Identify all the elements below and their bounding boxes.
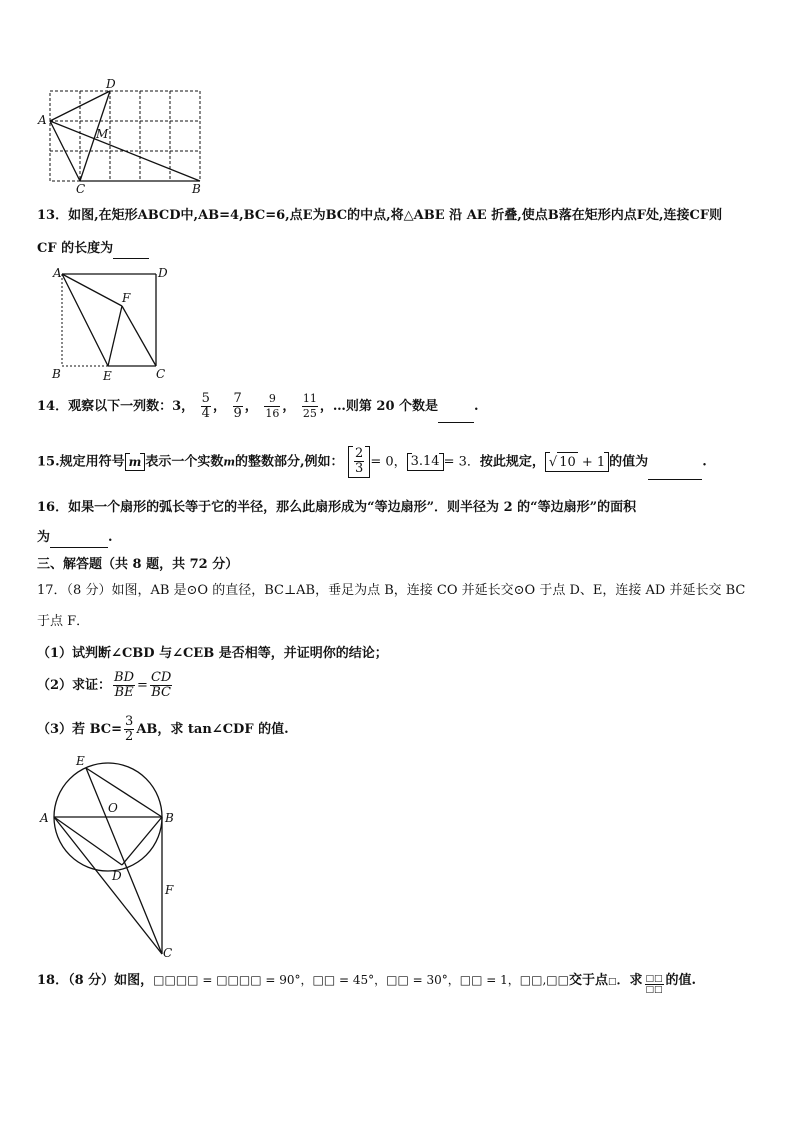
q17-part2-right-frac — [150, 671, 172, 700]
q13-line2-text: CF 的长度为 — [37, 241, 114, 256]
q17-part3-frac — [124, 715, 134, 744]
fig13-label-c: C — [156, 367, 166, 381]
q17-part2-l-den: BE — [114, 685, 134, 700]
fig17-label-a: A — [40, 811, 49, 825]
q14-answer-blank[interactable] — [438, 392, 474, 423]
q18-eq2: □□ = 45°， — [312, 973, 387, 987]
q14-frac-4 — [302, 392, 318, 421]
fig13-label-e: E — [103, 369, 112, 383]
q17-part2 — [37, 670, 174, 702]
q17-part2-eq: = — [137, 678, 148, 693]
q14-prefix: 14．观察以下一列数：3， — [37, 399, 195, 414]
q15-bracket-ex2 — [407, 453, 444, 471]
q17-part2-l-num: BD — [114, 670, 135, 685]
figure-q13 — [48, 264, 173, 384]
q15-bracket-ex1 — [348, 446, 370, 478]
q17-line2: 于点 F． — [37, 614, 90, 629]
q14-frac-1-den: 4 — [201, 406, 210, 421]
q15-bracket-sqrt: √ 10 + 1 — [545, 452, 609, 472]
q15-ex2-arg: 3.14 — [410, 454, 440, 469]
q18-mid2: ．求 — [616, 973, 643, 988]
q18-eq4: □□ = 1， — [459, 973, 520, 987]
q15-end: . — [702, 454, 707, 470]
q15-line — [37, 446, 707, 480]
q14-end: . — [474, 399, 479, 414]
q15-bracket-m — [125, 453, 146, 471]
q15-mid3: 按此规定， — [479, 454, 545, 470]
q15-mid1: 表示一个实数 — [145, 454, 224, 470]
q18-box: □ — [607, 977, 617, 987]
fig17-label-c: C — [163, 946, 173, 960]
fig17-label-e: E — [76, 754, 85, 768]
q15-ex2-val: = 3． — [443, 454, 480, 470]
fig12-label-d: D — [106, 77, 116, 91]
q15-ex1-val: = 0， — [370, 454, 407, 470]
figure-q17 — [36, 752, 186, 962]
q16-end: . — [108, 530, 113, 545]
q17-part3-suffix: AB，求 tan∠CDF 的值. — [136, 722, 289, 737]
q15-m-2: m — [223, 455, 235, 469]
figure-q12 — [34, 76, 214, 196]
q14-sep-2: ， — [244, 399, 258, 414]
q18-frac — [645, 974, 664, 995]
q17-part2-r-num: CD — [150, 670, 172, 685]
q18-eq5: □□,□□ — [519, 973, 569, 987]
fig17-label-f: F — [165, 883, 174, 897]
fig13-label-a: A — [53, 266, 62, 280]
q17-part2-r-den: BC — [151, 685, 171, 700]
q18-suffix: 的值. — [665, 973, 697, 988]
q14-sep-3: ， — [282, 399, 296, 414]
q17-part1: （1）试判断∠CBD 与∠CEB 是否相等，并证明你的结论； — [37, 646, 388, 661]
q15-suffix: 的值为 — [609, 454, 649, 470]
q18-eq1: □□□□ = □□□□ = 90°， — [153, 973, 313, 987]
q18-mid: 交于点 — [568, 973, 608, 988]
q18-line — [37, 970, 696, 995]
q15-m: m — [128, 455, 142, 469]
q15-mid2: 的整数部分,例如： — [234, 454, 344, 470]
q17-part3-prefix: （3）若 BC= — [37, 722, 123, 737]
q16-line2 — [37, 529, 113, 548]
fig17-label-b: B — [165, 811, 174, 825]
q15-ex1-num: 2 — [355, 446, 364, 461]
fig17-label-d: D — [112, 869, 122, 883]
q17-part3-num: 3 — [125, 714, 134, 729]
q14-frac-2-den: 9 — [233, 406, 242, 421]
q18-frac-num: □□ — [645, 974, 663, 984]
q18-frac-den: □□ — [645, 985, 663, 995]
q14-frac-1 — [201, 392, 211, 421]
fig12-label-m: M — [96, 127, 109, 141]
q14-sep-1: ， — [212, 399, 226, 414]
fig12-label-b: B — [192, 182, 201, 196]
q15-plus: + 1 — [581, 455, 606, 470]
q15-prefix: 15.规定用符号 — [37, 454, 125, 470]
q14-frac-4-den: 25 — [302, 407, 317, 420]
q18-prefix: 18．（8 分）如图， — [37, 973, 154, 988]
q14-suffix: ，…则第 20 个数是 — [319, 399, 439, 414]
fig12-label-a: A — [38, 113, 47, 127]
q14-frac-3-den: 16 — [265, 407, 280, 420]
q15-answer-blank[interactable] — [648, 447, 702, 480]
q13-line2 — [37, 240, 149, 259]
q14-line — [37, 392, 479, 423]
fig13-label-d: D — [158, 266, 168, 280]
q17-part3 — [37, 714, 289, 746]
q17-line1: 17．（8 分）如图，AB 是⊙O 的直径，BC⊥AB，垂足为点 B，连接 CO 并延长交⊙O 于点 D、E，连接 AD 并延长交 BC — [37, 583, 746, 598]
q15-sqrt-arg: 10 — [557, 452, 578, 473]
q16-line2-text: 为 — [37, 530, 51, 545]
q17-part3-den: 2 — [125, 729, 134, 744]
q14-frac-3 — [264, 392, 280, 421]
q13-answer-blank[interactable] — [113, 240, 149, 259]
q16-answer-blank[interactable] — [50, 529, 108, 548]
q14-frac-1-num: 5 — [201, 391, 210, 406]
fig13-label-b: B — [52, 367, 61, 381]
fig12-label-c: C — [76, 182, 86, 196]
q14-frac-3-num: 9 — [264, 392, 280, 407]
q15-ex1-den: 3 — [355, 461, 364, 476]
q14-frac-2-num: 7 — [233, 391, 242, 406]
q13-line1: 13．如图,在矩形ABCD中,AB=4,BC=6,点E为BC的中点,将△ABE 沿 AE 折叠,使点B落在矩形内点F处,连接CF则 — [37, 208, 723, 223]
q14-frac-2 — [233, 392, 243, 421]
section3-title: 三、解答题（共 8 题，共 72 分） — [37, 557, 239, 572]
q17-part2-left-frac — [113, 671, 135, 700]
q18-eq3: □□ = 30°， — [386, 973, 460, 987]
q17-part2-prefix: （2）求证： — [37, 678, 112, 693]
q14-frac-4-num: 11 — [302, 392, 317, 405]
fig17-label-o: O — [108, 801, 118, 815]
fig13-label-f: F — [122, 291, 131, 305]
q16-line1: 16．如果一个扇形的弧长等于它的半径，那么此扇形成为“等边扇形”．则半径为 2 的“等边扇形”的面积 — [37, 500, 637, 515]
